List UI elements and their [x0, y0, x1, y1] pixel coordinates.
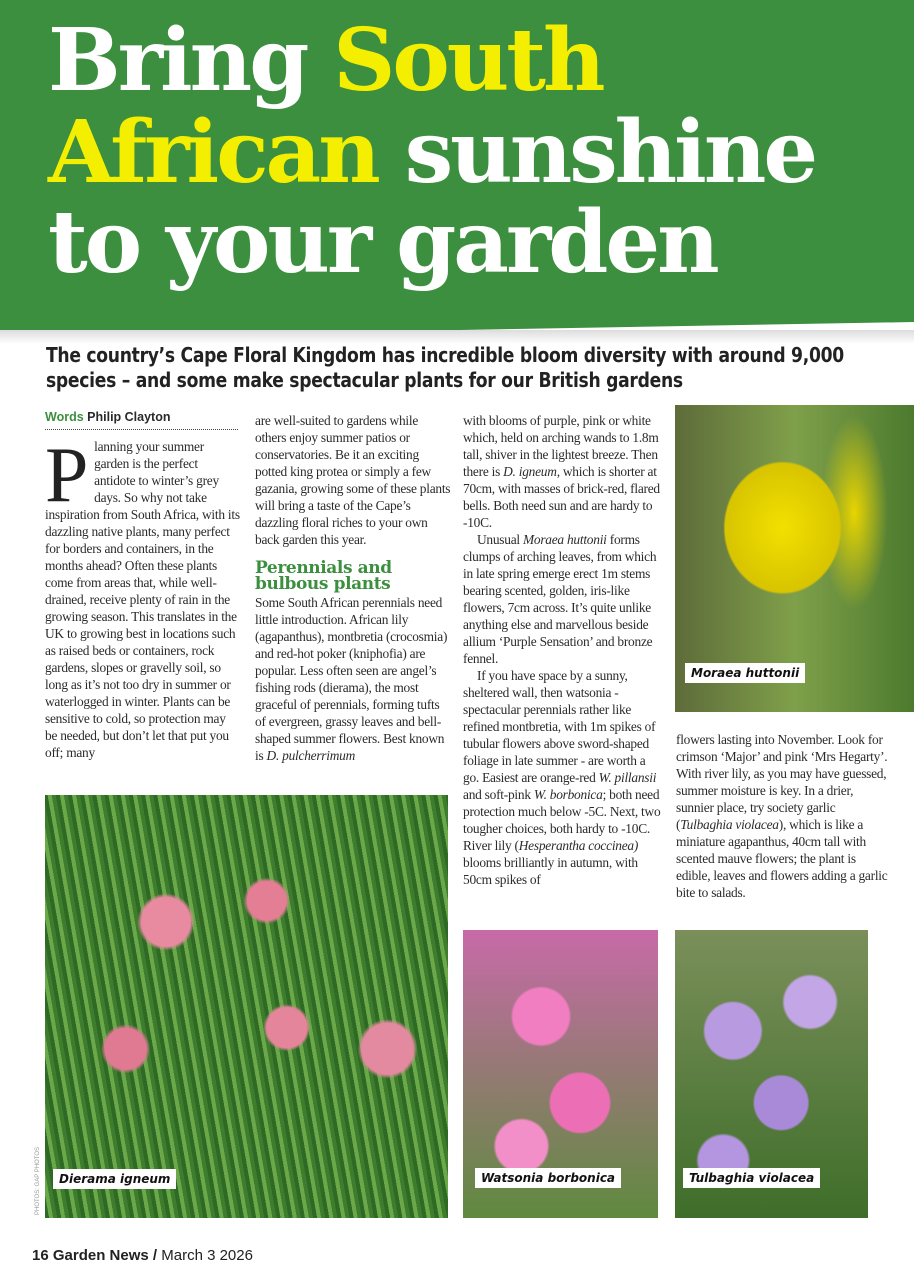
text-run: lanning your summer garden is the perfect antidote to winter’s grey days. So why not take inspiration from South Africa, with its dazzling native plants, many perfect for borders and containers, in the months ahead? Often these plants come from areas that, while well-drained, receive plenty of rain in the growing season. This translates in the UK to growing best in locations such as raised beds or containers, rock gardens, slopes or gravelly soil, so long as it’s not too dry in summer or waterlogged in winter. Plants can be sensitive to cold, so protection may be needed, but don’t let that put you off; many	[45, 439, 240, 760]
text-run: forms clumps of arching leaves, from which in late spring emerge erect 1m stems bearing scented, golden, iris-like flowers, 7cm across. It’s quite unlike anything else and marvellous beside allium ‘Purple Sensation’ and bronze fennel.	[463, 532, 657, 666]
headline-text: sunshine	[377, 102, 816, 203]
headline-text: Bring	[48, 10, 334, 111]
italic-text: Hesperantha coccinea)	[518, 838, 639, 853]
headline-line-3	[48, 192, 717, 293]
byline-author: Philip Clayton	[87, 410, 171, 424]
body-text	[255, 594, 451, 764]
column-1	[45, 431, 240, 761]
text-run: , which is shorter at 70cm, with masses of brick-red, flared bells. Both need sun and are hardy to -10C.	[463, 464, 660, 530]
headline-highlight: African	[48, 102, 378, 203]
paragraph	[676, 731, 891, 901]
italic-text: Tulbaghia violacea	[680, 817, 779, 832]
body-text	[255, 412, 451, 548]
text-run: Unusual	[477, 532, 523, 547]
subheading: Perennials and bulbous plants	[255, 558, 392, 594]
photo-watsonia-borbonica	[463, 930, 658, 1218]
text-run: and soft-pink	[463, 787, 534, 802]
paragraph	[255, 412, 451, 548]
text-run: Some South African perennials need little introduction. African lily (agapanthus), montbretia (crocosmia) and red-hot poker (kniphofia) are popular. Less often seen are angel’s fishing rods (dierama), the most graceful of perennials, forming tufts of evergreen, grassy leaves and bell-shaped summer flowers. Best known is	[255, 595, 448, 763]
photo-caption: Moraea huttonii	[685, 663, 805, 683]
column-4	[676, 731, 891, 901]
photo-moraea-huttonii	[675, 405, 914, 712]
drop-cap: P	[45, 431, 89, 518]
paragraph	[463, 531, 663, 667]
headline-highlight: South	[333, 10, 603, 111]
headline-text: to your garden	[48, 192, 717, 293]
photo-dierama-igneum	[45, 795, 448, 1218]
photo-caption: Tulbaghia violacea	[683, 1168, 820, 1188]
column-3	[463, 412, 663, 888]
italic-text: D. igneum	[503, 464, 557, 479]
paragraph	[463, 667, 663, 888]
footer-page: 16 Garden News /	[32, 1247, 158, 1264]
photo-tulbaghia-violacea	[675, 930, 868, 1218]
standfirst: The country’s Cape Floral Kingdom has incredible bloom diversity with around 9,000 species – and some make spectacular plants for our British gardens	[46, 343, 844, 392]
page-footer	[32, 1247, 253, 1264]
photo-caption: Dierama igneum	[53, 1169, 176, 1189]
italic-text: D. pulcherrimum	[266, 748, 356, 763]
body-text	[676, 731, 891, 901]
byline-label: Words	[45, 410, 84, 424]
text-run: ; both need protection much below -5C. Next, two tougher choices, both hardy to -10C. River lily (	[463, 787, 661, 853]
footer-date: March 3 2026	[157, 1247, 253, 1264]
text-run: If you have space by a sunny, sheltered wall, then watsonia - spectacular perennials rather like refined montbretia, with 1m spikes of tubular flowers above sword-shaped foliage in late summer - are worth a go. Easiest are orange-red	[463, 668, 656, 785]
paragraph	[255, 594, 451, 764]
paragraph	[463, 412, 663, 531]
band-shadow	[0, 330, 914, 344]
text-run: ), which is like a miniature agapanthus, 40cm tall with scented mauve flowers; the plant is edible, leaves and flowers adding a garlic bite to salads.	[676, 817, 888, 900]
text-run: blooms brilliantly in autumn, with 50cm spikes of	[463, 855, 638, 887]
byline	[45, 410, 238, 430]
text-run: are well-suited to gardens while others enjoy summer patios or conservatories. Be it an exciting potted king protea or simply a few gazania, growing some of these plants will bring a taste of the Cape’s dazzling floral riches to your own back garden this year.	[255, 413, 451, 547]
photo-caption: Watsonia borbonica	[475, 1168, 621, 1188]
italic-text: W. pillansii	[598, 770, 657, 785]
italic-text: W. borbonica	[533, 787, 603, 802]
body-text	[463, 412, 663, 888]
italic-text: Moraea huttonii	[522, 532, 607, 547]
headline-line-2	[48, 102, 816, 203]
text-run: flowers lasting into November. Look for crimson ‘Major’ and pink ‘Mrs Hegarty’. With river lily, as you may have guessed, summer moisture is key. In a drier, sunnier place, try society garlic (	[676, 732, 888, 832]
column-2	[255, 412, 451, 764]
text-run: with blooms of purple, pink or white which, held on arching wands to 1.8m tall, shiver in the lightest breeze. Then there is	[463, 413, 659, 479]
headline-line-1	[48, 10, 603, 111]
photo-credit: PHOTOS: GAP PHOTOS	[35, 1146, 41, 1215]
